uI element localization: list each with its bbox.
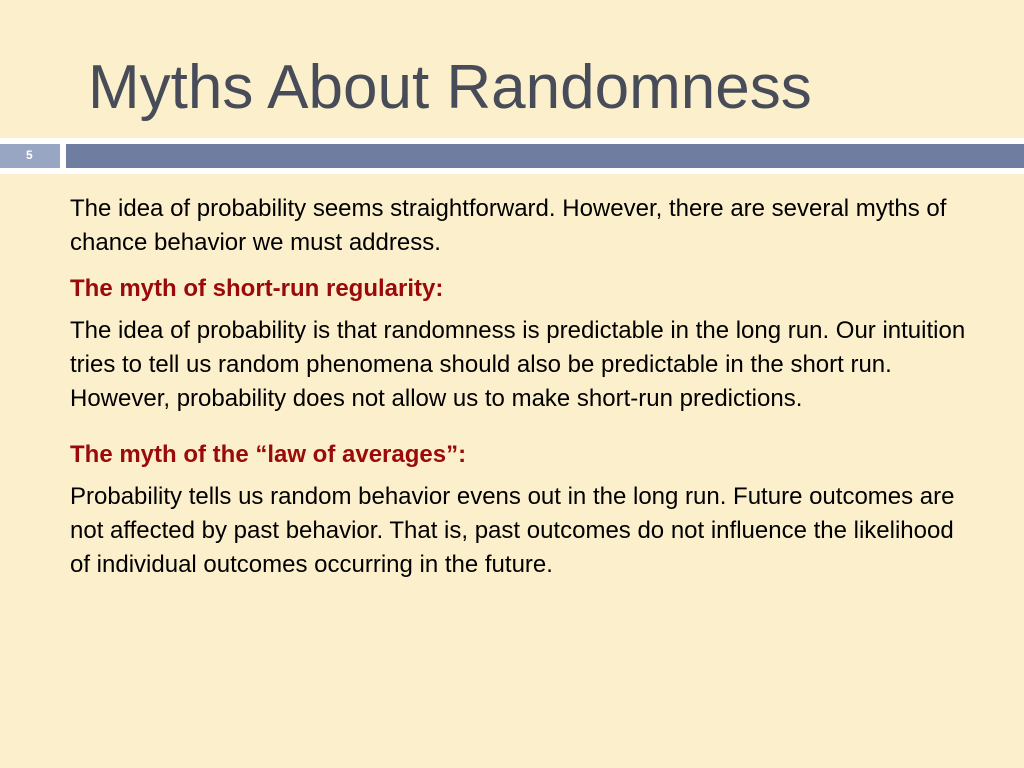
section-heading-short-run: The myth of short-run regularity: (70, 275, 444, 302)
section-body-law-of-averages: Probability tells us random behavior evens out in the long run. Future outcomes are not affected by past behavior. That is, past outcomes do not influence the likelihood of individual outcomes occurring in the future. (70, 483, 955, 578)
intro-paragraph: The idea of probability seems straightforward. However, there are several myths of chance behavior we must address. (70, 195, 947, 256)
slide-content (70, 192, 970, 582)
slide-title: Myths About Randomness (88, 53, 812, 122)
section-body-short-run: The idea of probability is that randomness is predictable in the long run. Our intuition tries to tell us random phenomena should also be predictable in the short run. However, probability does not allow us to make short-run predictions. (70, 317, 966, 412)
divider-bar (66, 144, 1024, 168)
slide-number-box (0, 144, 60, 168)
slide-number: 5 (26, 148, 33, 162)
section-heading-law-of-averages: The myth of the “law of averages”: (70, 441, 467, 468)
